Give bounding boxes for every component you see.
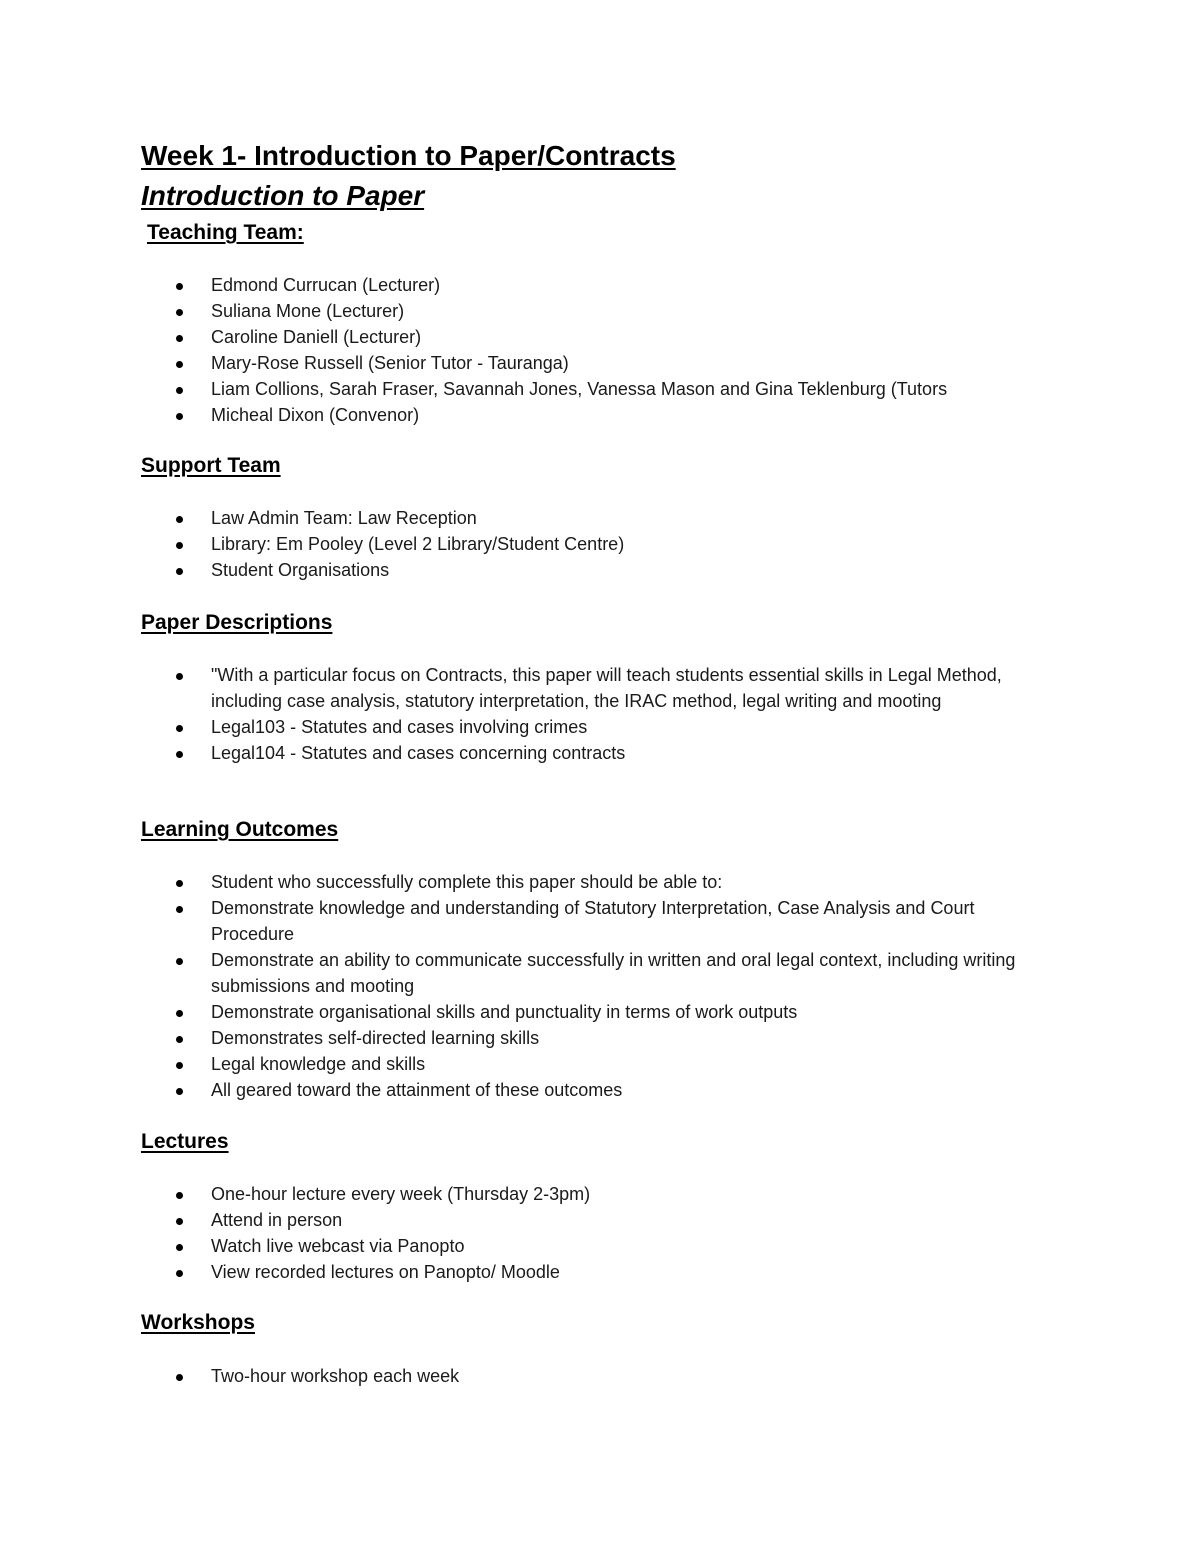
list-item-text: Demonstrates self-directed learning skills [211, 1028, 540, 1048]
list-item-text: Liam Collions, Sarah Fraser, Savannah Jones, Vanessa Mason and Gina Teklenburg (Tutors [211, 379, 948, 399]
list-item [0, 895, 1051, 947]
list-item [0, 662, 1051, 714]
support-team-heading: Support Team [141, 454, 281, 477]
bullet-icon [176, 1062, 183, 1069]
list-item-text: Demonstrate knowledge and understanding of Statutory Interpretation, Case Analysis and Court Procedure [211, 898, 975, 944]
bullet-icon [176, 413, 183, 420]
list-item [0, 1051, 1051, 1077]
document-subtitle: Introduction to Paper [141, 180, 425, 211]
bullet-icon [176, 1218, 183, 1225]
document-title: Week 1- Introduction to Paper/Contracts [141, 140, 676, 171]
bullet-icon [176, 283, 183, 290]
list-item-text: View recorded lectures on Panopto/ Moodle [211, 1262, 560, 1282]
list-item [0, 740, 1051, 766]
list-item-text: Student Organisations [211, 560, 390, 580]
list-item-text: All geared toward the attainment of these outcomes [211, 1080, 623, 1100]
teaching-team-heading: Teaching Team: [147, 221, 304, 244]
bullet-icon [176, 1270, 183, 1277]
list-item [0, 947, 1051, 999]
learning-outcomes-heading: Learning Outcomes [141, 818, 339, 841]
list-item [0, 714, 1051, 740]
list-item-text: Law Admin Team: Law Reception [211, 508, 477, 528]
list-item [0, 1181, 1051, 1207]
list-item-text: Caroline Daniell (Lecturer) [211, 327, 422, 347]
workshops-heading: Workshops [141, 1311, 255, 1334]
bullet-icon [176, 542, 183, 549]
bullet-icon [176, 387, 183, 394]
bullet-icon [176, 1374, 183, 1381]
list-item-text: Legal103 - Statutes and cases involving crimes [211, 717, 588, 737]
list-item-text: Demonstrate an ability to communicate successfully in written and oral legal context, including writing submissions and mooting [211, 950, 1016, 996]
bullet-icon [176, 361, 183, 368]
list-item-text: One-hour lecture every week (Thursday 2-3pm) [211, 1184, 591, 1204]
list-item [0, 402, 1051, 428]
list-item [0, 557, 1051, 583]
paper-descriptions-heading: Paper Descriptions [141, 611, 333, 634]
list-item [0, 531, 1051, 557]
list-item-text: Mary-Rose Russell (Senior Tutor - Tauranga) [211, 353, 569, 373]
bullet-icon [176, 673, 183, 680]
bullet-icon [176, 1244, 183, 1251]
learning-outcomes-list [0, 869, 1051, 1103]
list-item-text: Student who successfully complete this paper should be able to: [211, 872, 723, 892]
list-item [0, 1025, 1051, 1051]
list-item-text: Micheal Dixon (Convenor) [211, 405, 420, 425]
list-item-text: Attend in person [211, 1210, 343, 1230]
list-item [0, 1259, 1051, 1285]
bullet-icon [176, 906, 183, 913]
list-item [0, 505, 1051, 531]
list-item-text: Two-hour workshop each week [211, 1366, 460, 1386]
list-item [0, 350, 1051, 376]
bullet-icon [176, 1088, 183, 1095]
list-item [0, 298, 1051, 324]
list-item-text: Legal knowledge and skills [211, 1054, 426, 1074]
list-item-text: Edmond Currucan (Lecturer) [211, 275, 441, 295]
bullet-icon [176, 309, 183, 316]
workshops-list [0, 1363, 1051, 1389]
bullet-icon [176, 335, 183, 342]
lectures-heading: Lectures [141, 1130, 229, 1153]
list-item [0, 869, 1051, 895]
lectures-list [0, 1181, 1051, 1285]
bullet-icon [176, 1010, 183, 1017]
list-item-text: Demonstrate organisational skills and punctuality in terms of work outputs [211, 1002, 798, 1022]
list-item-text: Watch live webcast via Panopto [211, 1236, 465, 1256]
bullet-icon [176, 1036, 183, 1043]
list-item [0, 1207, 1051, 1233]
list-item-text: Suliana Mone (Lecturer) [211, 301, 405, 321]
list-item [0, 999, 1051, 1025]
list-item [0, 324, 1051, 350]
list-item [0, 376, 1051, 402]
list-item-text: Library: Em Pooley (Level 2 Library/Student Centre) [211, 534, 625, 554]
list-item [0, 272, 1051, 298]
paper-descriptions-list [0, 662, 1051, 766]
list-item [0, 1363, 1051, 1389]
bullet-icon [176, 568, 183, 575]
bullet-icon [176, 725, 183, 732]
bullet-icon [176, 751, 183, 758]
bullet-icon [176, 1192, 183, 1199]
list-item [0, 1077, 1051, 1103]
teaching-team-list [0, 272, 1051, 428]
support-team-list [0, 505, 1051, 583]
bullet-icon [176, 880, 183, 887]
bullet-icon [176, 516, 183, 523]
list-item [0, 1233, 1051, 1259]
bullet-icon [176, 958, 183, 965]
list-item-text: Legal104 - Statutes and cases concerning contracts [211, 743, 626, 763]
list-item-text: "With a particular focus on Contracts, this paper will teach students essential skills in Legal Method, including case analysis, statutory interpretation, the IRAC method, legal writing and mooting [211, 665, 1002, 711]
